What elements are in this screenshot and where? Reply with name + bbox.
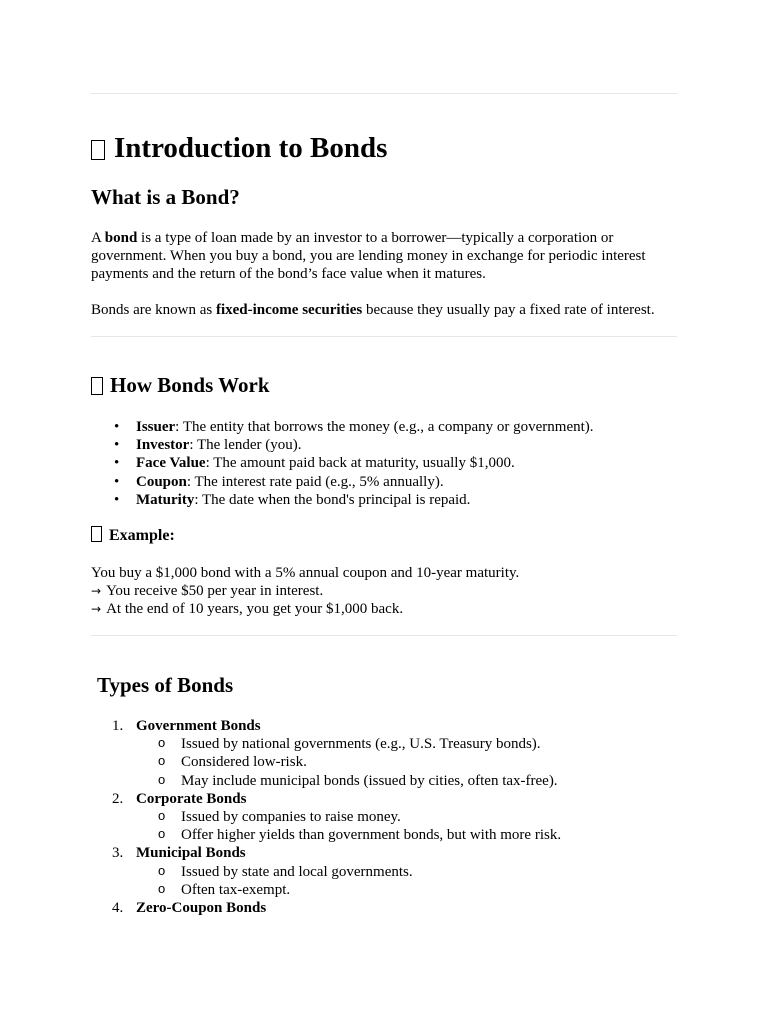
example-line-2: You receive $50 per year in interest. — [106, 583, 324, 599]
type-subitem — [136, 863, 561, 881]
example-paragraph — [91, 564, 677, 618]
bullet-icon: • — [114, 419, 120, 435]
how-item-maturity — [91, 491, 594, 509]
emoji-placeholder-icon — [91, 526, 102, 542]
circle-bullet-icon: o — [158, 880, 166, 896]
type-subitem-text: Issued by national governments (e.g., U.S. Treasury bonds). — [181, 736, 541, 753]
types-of-bonds-list — [91, 717, 561, 917]
emoji-placeholder-icon — [91, 140, 105, 160]
type-subitem-text: Issued by companies to raise money. — [181, 809, 401, 826]
definition-line-1: is a type of loan made by an investor to a borrower—typically a corporation or — [137, 230, 614, 246]
type-item-corporate-bonds — [91, 790, 561, 845]
how-item-desc: : The amount paid back at maturity, usually $1,000. — [205, 455, 515, 472]
arrow-right-icon: → — [91, 602, 102, 616]
how-item-term: Maturity — [136, 491, 195, 508]
circle-bullet-icon: o — [158, 753, 166, 769]
list-number: 2. — [112, 790, 124, 807]
arrow-right-icon: → — [91, 584, 102, 598]
type-name: Government Bonds — [136, 718, 261, 734]
term-bond: bond — [104, 230, 138, 246]
types-heading: Types of Bonds — [97, 673, 234, 697]
circle-bullet-icon: o — [158, 735, 166, 751]
circle-bullet-icon: o — [158, 826, 166, 842]
how-item-term: Investor — [136, 437, 190, 454]
list-number: 3. — [112, 845, 124, 862]
type-subitem-text: May include municipal bonds (issued by cities, often tax-free). — [181, 772, 558, 789]
type-sublist — [136, 863, 561, 899]
how-item-desc: : The date when the bond's principal is repaid. — [194, 491, 471, 508]
type-subitem — [136, 808, 561, 826]
bullet-icon: • — [114, 437, 120, 454]
type-name: Corporate Bonds — [136, 790, 247, 807]
divider-1 — [91, 336, 677, 337]
how-bonds-work-text: How Bonds Work — [110, 373, 270, 397]
bullet-icon: • — [114, 491, 120, 508]
type-subitem-text: Considered low-risk. — [181, 754, 307, 771]
page-title-text: Introduction to Bonds — [114, 132, 388, 164]
how-item-investor — [91, 436, 594, 454]
how-item-desc: : The lender (you). — [189, 437, 302, 454]
circle-bullet-icon: o — [158, 808, 166, 824]
how-item-coupon — [91, 473, 594, 491]
type-name: Municipal Bonds — [136, 845, 246, 862]
how-bonds-work-heading — [91, 371, 270, 399]
bond-definition-paragraph — [91, 229, 677, 283]
circle-bullet-icon: o — [158, 771, 166, 787]
divider-2 — [91, 635, 677, 636]
how-item-issuer — [91, 418, 594, 436]
what-is-heading: What is a Bond? — [91, 185, 240, 209]
type-subitem-text: Often tax-exempt. — [181, 881, 291, 898]
how-item-term: Coupon — [136, 473, 187, 490]
example-line-1: You buy a $1,000 bond with a 5% annual coupon and 10-year maturity. — [91, 565, 520, 581]
emoji-placeholder-icon — [91, 377, 103, 395]
how-item-face-value — [91, 454, 594, 472]
fixed-income-before: Bonds are known as — [91, 302, 216, 318]
circle-bullet-icon: o — [158, 862, 166, 878]
type-item-government-bonds — [91, 717, 561, 790]
definition-lead: A — [91, 230, 105, 246]
type-subitem — [136, 826, 561, 844]
top-divider — [91, 93, 677, 94]
list-number: 1. — [112, 718, 124, 734]
bullet-icon: • — [114, 455, 120, 472]
fixed-income-paragraph — [91, 301, 677, 319]
definition-line-2: government. When you buy a bond, you are lending money in exchange for periodic interest — [91, 248, 646, 264]
how-item-term: Face Value — [136, 455, 206, 472]
how-item-desc: : The interest rate paid (e.g., 5% annually). — [186, 473, 444, 490]
type-sublist — [136, 735, 561, 790]
type-subitem — [136, 735, 561, 753]
example-heading — [91, 525, 175, 547]
fixed-income-after: because they usually pay a fixed rate of interest. — [362, 302, 655, 318]
type-item-zero-coupon-bonds — [91, 899, 561, 917]
definition-line-3: payments and the return of the bond’s face value when it matures. — [91, 266, 486, 282]
how-bonds-list — [91, 418, 594, 509]
how-item-term: Issuer — [136, 419, 176, 435]
list-number: 4. — [112, 900, 124, 917]
example-heading-text: Example: — [109, 527, 175, 544]
example-line-3: At the end of 10 years, you get your $1,000 back. — [106, 601, 404, 617]
how-item-desc: : The entity that borrows the money (e.g., a company or government). — [175, 419, 594, 435]
type-subitem-text: Offer higher yields than government bonds, but with more risk. — [181, 827, 562, 844]
type-item-municipal-bonds — [91, 844, 561, 899]
page-title — [91, 128, 387, 168]
type-subitem — [136, 772, 561, 790]
type-subitem — [136, 753, 561, 771]
term-fixed-income: fixed-income securities — [215, 302, 363, 318]
bullet-icon: • — [114, 473, 120, 490]
type-subitem-text: Issued by state and local governments. — [181, 863, 413, 880]
type-name: Zero-Coupon Bonds — [136, 900, 267, 917]
type-subitem — [136, 881, 561, 899]
type-sublist — [136, 808, 561, 844]
